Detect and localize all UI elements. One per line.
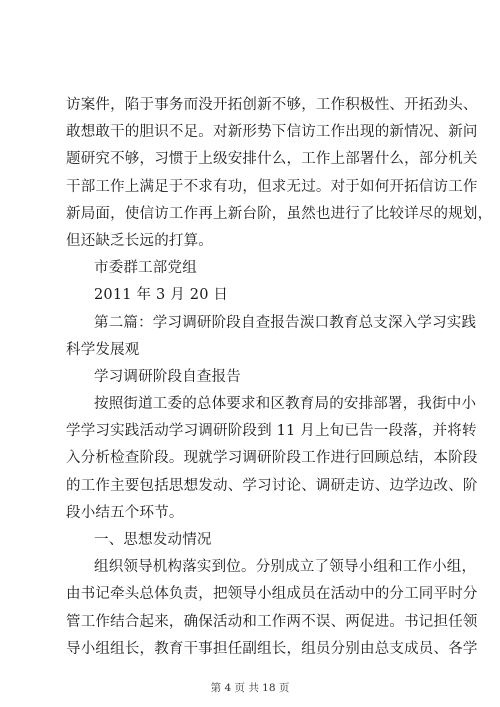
body-line: 敢想敢干的胆识不足。对新形势下信访工作出现的新情况、新问 [66, 124, 478, 141]
report-title: 学习调研阶段自查报告 [94, 368, 241, 385]
document-body [66, 92, 493, 663]
body-line: 段小结五个环节。 [66, 504, 184, 521]
subsection-heading: 一、思想发动情况 [94, 532, 212, 548]
body-line: 入分析检查阶段。现就学习调研阶段工作进行回顾总结，本阶段 [66, 450, 478, 467]
page-number-footer: 第 4 页 共 18 页 [210, 682, 290, 694]
body-line: 导小组组长，教育干事担任副组长，组员分别由总支成员、各学 [66, 640, 478, 657]
signature-date: 2011 年 3 月 20 日 [94, 287, 229, 304]
body-line: 干部工作上满足于不求有功，但求无过。对于如何开拓信访工作 [66, 178, 478, 195]
body-line: 但还缺乏长远的打算。 [66, 232, 213, 249]
body-line: 学学习实践活动学习调研阶段到 11 月上旬已告一段落，并将转 [66, 423, 477, 440]
body-line: 的工作主要包括思想发动、学习讨论、调研走访、边学边改、阶 [66, 477, 478, 494]
section-heading: 第二篇：学习调研阶段自查报告湠口教育总支深入学习实践 [94, 314, 477, 331]
section-heading-continued: 科学发展观 [66, 341, 140, 358]
body-line: 访案件，陷于事务而没开拓创新不够，工作积极性、开拓劲头、 [66, 97, 478, 113]
body-line: 由书记牵头总体负责，把领导小组成员在活动中的分工同平时分 [66, 586, 478, 603]
body-line: 新局面，使信访工作再上新台阶，虽然也进行了比较详尽的规划， [66, 205, 493, 222]
signature-organization: 市委群工部党组 [94, 260, 197, 277]
body-line: 组织领导机构落实到位。分别成立了领导小组和工作小组， [94, 559, 477, 576]
body-line: 按照街道工委的总体要求和区教育局的安排部署，我街中小 [94, 396, 477, 413]
body-line: 题研究不够，习惯于上级安排什么，工作上部署什么，部分机关 [66, 151, 478, 168]
body-line: 管工作结合起来，确保活动和工作两不误、两促进。书记担任领 [66, 613, 478, 630]
